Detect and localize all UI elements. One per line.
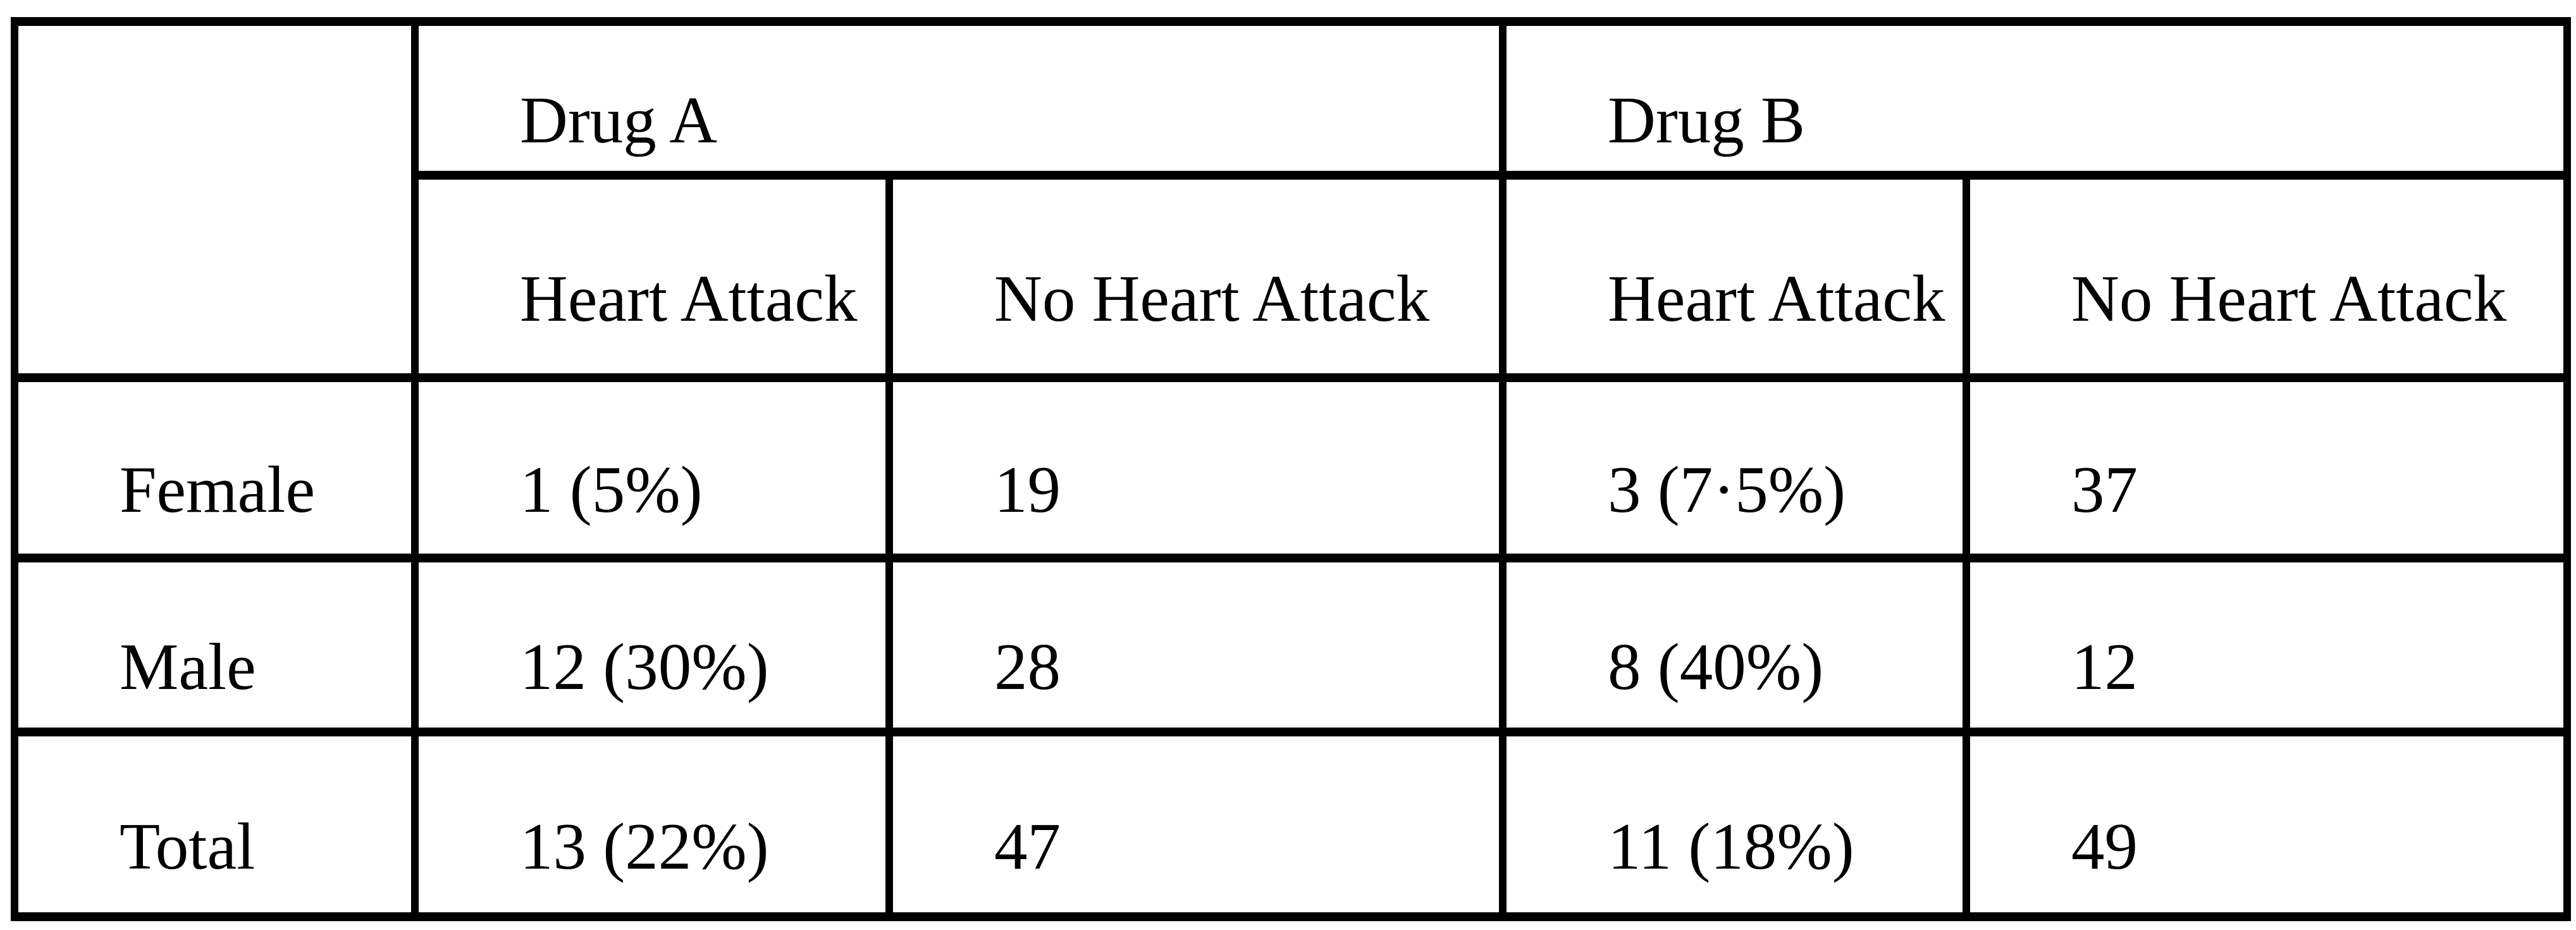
cell-total-drug-b-heart-attack: 11 (18%) — [1503, 732, 1966, 917]
corner-cell — [15, 22, 415, 378]
cell-total-drug-a-heart-attack: 13 (22%) — [415, 732, 889, 917]
cell-male-drug-b-heart-attack: 8 (40%) — [1503, 558, 1966, 732]
cell-total-drug-b-no-heart-attack: 49 — [1966, 732, 2567, 917]
cell-female-drug-a-no-heart-attack: 19 — [889, 378, 1503, 558]
row-label-female: Female — [15, 378, 415, 558]
cell-male-drug-b-no-heart-attack: 12 — [1966, 558, 2567, 732]
contingency-table — [11, 17, 2571, 921]
table-row-male — [15, 558, 2567, 732]
group-header-row — [15, 22, 2567, 175]
cell-female-drug-b-no-heart-attack: 37 — [1966, 378, 2567, 558]
column-header-drug-b-no-heart-attack: No Heart Attack — [1966, 175, 2567, 378]
cell-total-drug-a-no-heart-attack: 47 — [889, 732, 1503, 917]
row-label-total: Total — [15, 732, 415, 917]
column-header-drug-b-heart-attack: Heart Attack — [1503, 175, 1966, 378]
cell-male-drug-a-heart-attack: 12 (30%) — [415, 558, 889, 732]
group-header-drug-b: Drug B — [1503, 22, 2567, 175]
cell-male-drug-a-no-heart-attack: 28 — [889, 558, 1503, 732]
column-header-drug-a-heart-attack: Heart Attack — [415, 175, 889, 378]
cell-female-drug-a-heart-attack: 1 (5%) — [415, 378, 889, 558]
row-label-male: Male — [15, 558, 415, 732]
column-header-drug-a-no-heart-attack: No Heart Attack — [889, 175, 1503, 378]
table-row-female — [15, 378, 2567, 558]
group-header-drug-a: Drug A — [415, 22, 1503, 175]
table-row-total — [15, 732, 2567, 917]
cell-female-drug-b-heart-attack: 3 (7·5%) — [1503, 378, 1966, 558]
